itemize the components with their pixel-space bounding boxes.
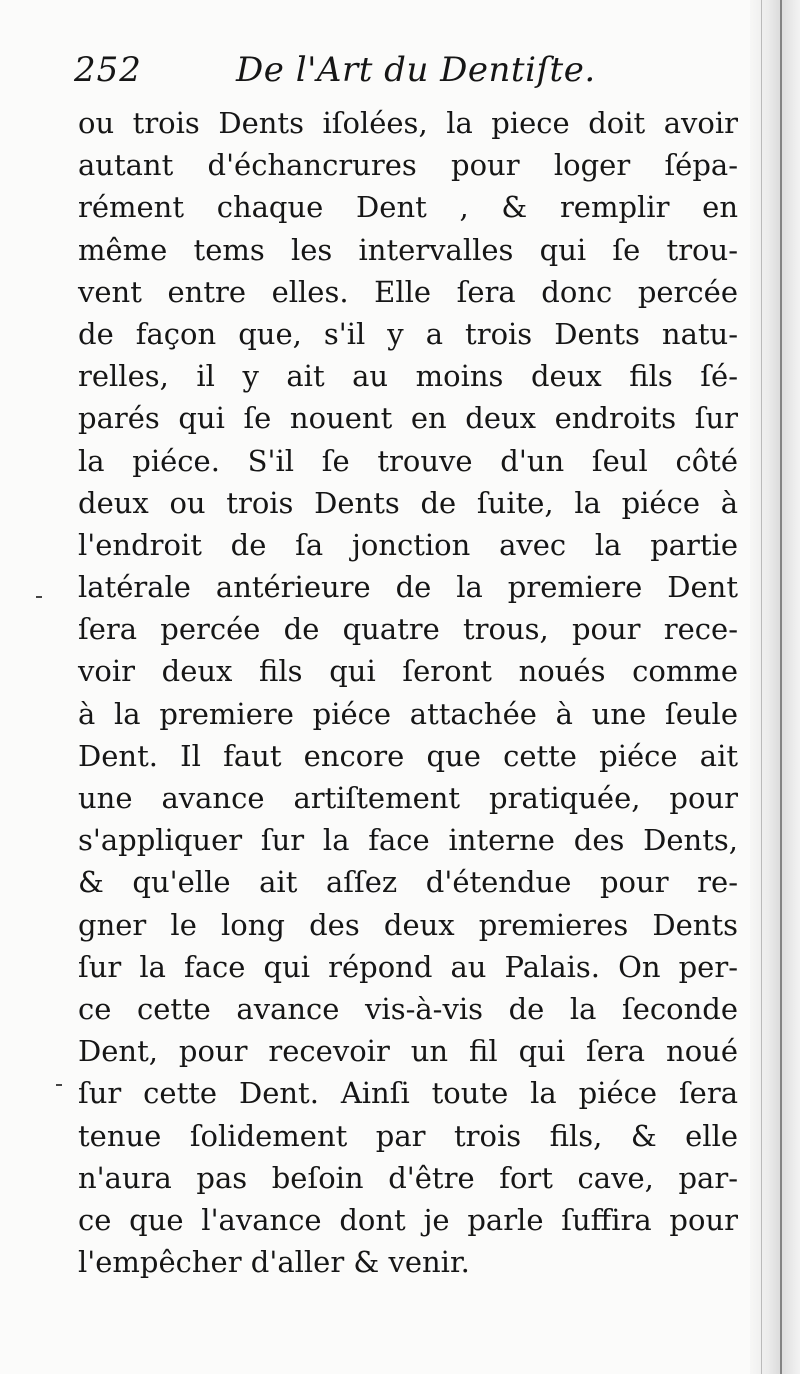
text-line: l'empêcher d'aller & venir. bbox=[78, 1245, 470, 1280]
text-line: même tems les intervalles qui ſe trou- bbox=[78, 232, 738, 267]
book-gutter bbox=[750, 0, 800, 1374]
body-text bbox=[78, 102, 738, 1283]
text-line: ſur la face qui répond au Palais. On per- bbox=[78, 949, 738, 984]
text-line: rément chaque Dent , & remplir en bbox=[78, 190, 738, 225]
text-line: ce que l'avance dont je parle ſuffira pour bbox=[78, 1202, 738, 1237]
text-line: ce cette avance vis-à-vis de la ſeconde bbox=[78, 991, 738, 1026]
text-line: une avance artiſtement pratiquée, pour bbox=[78, 781, 738, 815]
text-line: à la premiere piéce attachée à une ſeule bbox=[78, 696, 738, 731]
text-line: ſur cette Dent. Ainſi toute la piéce ſera bbox=[78, 1076, 738, 1111]
text-line: & qu'elle ait aſſez d'étendue pour re- bbox=[78, 865, 738, 900]
text-line: gner le long des deux premieres Dents bbox=[78, 907, 738, 942]
running-title: De l'Art du Dentiſte. bbox=[236, 50, 596, 90]
text-line: autant d'échancrures pour loger ſépa- bbox=[78, 148, 738, 183]
text-line: s'appliquer ſur la face interne des Dents, bbox=[78, 823, 738, 858]
text-line: de façon que, s'il y a trois Dents natu- bbox=[78, 316, 738, 351]
text-line: l'endroit de ſa jonction avec la partie bbox=[78, 527, 738, 562]
text-line: la piéce. S'il ſe trouve d'un ſeul côté bbox=[78, 443, 738, 478]
margin-mark bbox=[56, 1084, 62, 1086]
text-line: ou trois Dents iſolées, la piece doit avoir bbox=[78, 106, 738, 140]
text-line: deux ou trois Dents de ſuite, la piéce à bbox=[78, 485, 738, 520]
text-line: Dent, pour recevoir un fil qui ſera noué bbox=[78, 1034, 738, 1069]
margin-mark bbox=[36, 596, 42, 598]
text-line: ſera percée de quatre trous, pour rece- bbox=[78, 612, 738, 647]
text-line: tenue ſolidement par trois fils, & elle bbox=[78, 1118, 738, 1153]
gutter-fold-line bbox=[780, 0, 782, 1374]
text-line: voir deux fils qui ſeront noués comme bbox=[78, 654, 738, 689]
text-line: vent entre elles. Elle ſera donc percée bbox=[78, 274, 738, 309]
page-number: 252 bbox=[74, 50, 142, 90]
text-line: Dent. Il faut encore que cette piéce ait bbox=[78, 738, 738, 773]
text-line: n'aura pas beſoin d'être fort cave, par- bbox=[78, 1160, 738, 1195]
text-line: relles, il y ait au moins deux fils ſé- bbox=[78, 359, 738, 394]
text-line: latérale antérieure de la premiere Dent bbox=[78, 570, 738, 605]
text-line: parés qui ſe nouent en deux endroits ſur bbox=[78, 401, 738, 436]
page-header bbox=[74, 50, 754, 100]
gutter-edge-line bbox=[761, 0, 762, 1374]
